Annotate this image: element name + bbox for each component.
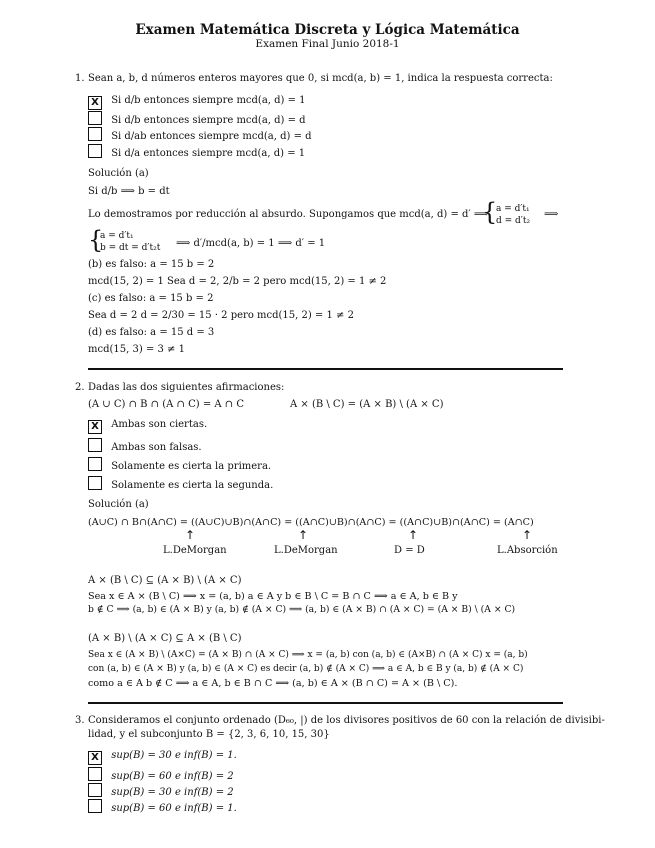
- question-3-text: lidad, y el subconjunto B = {2, 3, 6, 10, 15, 30}: [88, 729, 330, 740]
- q1-solution-line: Sea d = 2 d = 2/30 = 15 · 2 pero mcd(15, 2) = 1 ≠ 2: [88, 310, 354, 321]
- q1-solution-title: Solución (a): [88, 168, 149, 179]
- q1-option-c-label: Si d/ab entonces siempre mcd(a, d) = d: [111, 131, 312, 142]
- q2-part1-line: A × (B \ C) ⊆ (A × B) \ (A × C): [88, 575, 242, 586]
- q3-option-c-label: sup(B) = 30 e inf(B) = 2: [111, 787, 234, 798]
- q2-option-a[interactable]: [88, 419, 207, 434]
- question-2-text: Dadas las dos siguientes afirmaciones:: [88, 382, 285, 393]
- q2-option-d[interactable]: [88, 476, 273, 492]
- q2-set-chain: (A∪C) ∩ B∩(A∩C) = ((A∪C)∪B)∩(A∩C) = ((A∩C)∪B)∩(A∩C) = ((A∩C)∪B)∩(A∩C) = (A∩C): [88, 517, 534, 528]
- q2-option-c[interactable]: [88, 457, 271, 473]
- brace-icon: {: [88, 226, 104, 254]
- q2-option-c-label: Solamente es cierta la primera.: [111, 461, 272, 472]
- checkbox[interactable]: [88, 799, 102, 813]
- q1-option-d-label: Si d/a entonces siempre mcd(a, d) = 1: [111, 148, 306, 159]
- checkbox-checked[interactable]: X: [88, 96, 102, 110]
- up-arrow-icon: ↑: [298, 528, 309, 542]
- section-divider: [88, 702, 563, 704]
- q2-solution-title: Solución (a): [88, 499, 149, 510]
- checkbox[interactable]: [88, 783, 102, 797]
- q3-option-b[interactable]: [88, 767, 234, 783]
- q1-solution-line: (b) es falso: a = 15 b = 2: [88, 259, 215, 270]
- justification-label: L.DeMorgan: [163, 545, 227, 556]
- q2-option-d-label: Solamente es cierta la segunda.: [111, 480, 274, 491]
- q2-option-a-label: Ambas son ciertas.: [111, 419, 208, 430]
- q3-option-a-label: sup(B) = 30 e inf(B) = 1.: [111, 750, 237, 761]
- section-divider: [88, 368, 563, 370]
- q1-system-line: b = dt = d′t₂t: [100, 243, 161, 253]
- question-1-text: Sean a, b, d números enteros mayores que 0, si mcd(a, b) = 1, indica la respuesta correcta:: [88, 73, 553, 84]
- q2-part2-line: (A × B) \ (A × C) ⊆ A × (B \ C): [88, 633, 242, 644]
- q2-statement-b: A × (B \ C) = (A × B) \ (A × C): [290, 399, 444, 410]
- up-arrow-icon: ↑: [522, 528, 533, 542]
- q1-system-line: a = d′t₁: [496, 204, 530, 214]
- q2-part2-line: Sea x ∈ (A × B) \ (A×C) = (A × B) ∩ (A × C) ⟹ x = (a, b) con (a, b) ∈ (A×B) ∩ (A × C) x = (a, b): [88, 650, 528, 660]
- justification-label: D = D: [394, 545, 425, 556]
- checkbox[interactable]: [88, 144, 102, 158]
- q3-option-d[interactable]: [88, 799, 237, 815]
- q1-system-line: d = d′t₂: [496, 216, 531, 226]
- q1-solution-line: (c) es falso: a = 15 b = 2: [88, 293, 214, 304]
- q1-option-c[interactable]: [88, 127, 312, 143]
- q3-option-c[interactable]: [88, 783, 234, 799]
- q2-statement-a: (A ∪ C) ∩ B ∩ (A ∩ C) = A ∩ C: [88, 399, 244, 410]
- checkbox[interactable]: [88, 767, 102, 781]
- checkbox[interactable]: [88, 438, 102, 452]
- q1-solution-line: Si d/b ⟹ b = dt: [88, 186, 170, 197]
- brace-icon: {: [482, 198, 498, 226]
- question-1-number: 1.: [75, 73, 85, 84]
- q2-option-b[interactable]: [88, 438, 202, 454]
- q1-option-b-label: Si d/b entonces siempre mcd(a, d) = d: [111, 115, 306, 126]
- q1-solution-line: mcd(15, 2) = 1 Sea d = 2, 2/b = 2 pero mcd(15, 2) = 1 ≠ 2: [88, 276, 387, 287]
- checkbox[interactable]: [88, 476, 102, 490]
- up-arrow-icon: ↑: [185, 528, 196, 542]
- question-3-text: Consideramos el conjunto ordenado (D₆₀, |) de los divisores positivos de 60 con la relación de divisibi-: [88, 715, 605, 726]
- q3-option-d-label: sup(B) = 60 e inf(B) = 1.: [111, 803, 237, 814]
- q1-solution-line: Lo demostramos por reducción al absurdo. Supongamos que mcd(a, d) = d′ ⟹: [88, 209, 489, 220]
- checkbox[interactable]: [88, 111, 102, 125]
- checkbox[interactable]: [88, 127, 102, 141]
- page-subtitle: Examen Final Junio 2018-1: [255, 38, 400, 50]
- q2-part1-line: Sea x ∈ A × (B \ C) ⟹ x = (a, b) a ∈ A y b ∈ B \ C = B ∩ C ⟹ a ∈ A, b ∈ B y: [88, 591, 458, 602]
- q1-option-b[interactable]: [88, 111, 306, 127]
- checkbox[interactable]: [88, 457, 102, 471]
- q1-option-a-label: Si d/b entonces siempre mcd(a, d) = 1: [111, 95, 306, 106]
- page-title: Examen Matemática Discreta y Lógica Matemática: [135, 22, 520, 38]
- justification-label: L.DeMorgan: [274, 545, 338, 556]
- q2-part1-line: b ∉ C ⟹ (a, b) ∈ (A × B) y (a, b) ∉ (A × C) ⟹ (a, b) ∈ (A × B) ∩ (A × C) = (A × B) \ (A × C): [88, 604, 516, 615]
- question-3-number: 3.: [75, 715, 85, 726]
- q1-system-line: a = d′t₁: [100, 231, 134, 241]
- q1-conclusion: ⟹ d′/mcd(a, b) = 1 ⟹ d′ = 1: [176, 238, 326, 249]
- q2-part2-line: como a ∈ A b ∉ C ⟹ a ∈ A, b ∈ B ∩ C ⟹ (a, b) ∈ A × (B ∩ C) = A × (B \ C).: [88, 678, 458, 689]
- q1-implies: ⟹: [544, 209, 559, 220]
- q3-option-b-label: sup(B) = 60 e inf(B) = 2: [111, 771, 234, 782]
- up-arrow-icon: ↑: [408, 528, 419, 542]
- q1-option-d[interactable]: [88, 144, 305, 160]
- checkbox-checked[interactable]: X: [88, 751, 102, 765]
- q1-option-a[interactable]: [88, 95, 306, 110]
- checkbox-checked[interactable]: X: [88, 420, 102, 434]
- question-2-number: 2.: [75, 382, 85, 393]
- q1-solution-line: mcd(15, 3) = 3 ≠ 1: [88, 344, 185, 355]
- q3-option-a[interactable]: [88, 750, 237, 765]
- justification-label: L.Absorción: [497, 545, 558, 556]
- q2-part2-line: con (a, b) ∈ (A × B) y (a, b) ∈ (A × C) es decir (a, b) ∉ (A × C) ⟹ a ∈ A, b ∈ B y (a, b) ∉ (A × C): [88, 664, 524, 674]
- q2-option-b-label: Ambas son falsas.: [111, 442, 202, 453]
- q1-solution-line: (d) es falso: a = 15 d = 3: [88, 327, 215, 338]
